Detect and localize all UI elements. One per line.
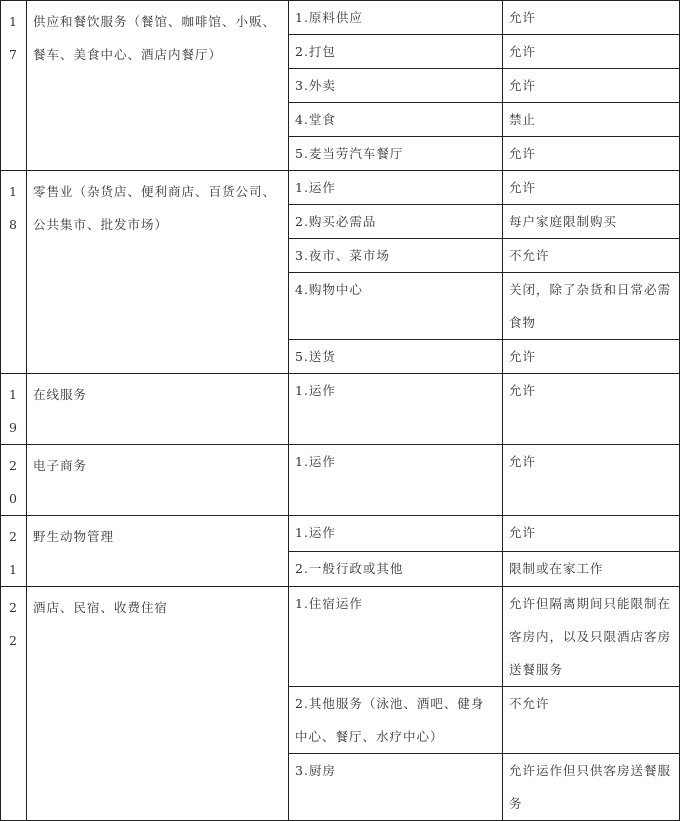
row-number-text: 18	[9, 184, 18, 232]
status-cell: 允许运作但只供客房送餐服务	[503, 754, 680, 821]
table-row	[1, 1, 680, 35]
status-cell: 允许	[503, 516, 680, 552]
activity-cell: 5.送货	[289, 340, 503, 374]
row-number	[1, 171, 27, 374]
status-cell: 不允许	[503, 239, 680, 273]
activity-cell: 3.外卖	[289, 69, 503, 103]
status-cell: 允许	[503, 374, 680, 445]
row-number-text: 22	[9, 600, 18, 648]
activity-cell: 2.购买必需品	[289, 205, 503, 239]
sector-cell: 酒店、民宿、收费住宿	[27, 587, 289, 821]
sector-cell: 电子商务	[27, 445, 289, 516]
activity-cell: 2.一般行政或其他	[289, 551, 503, 587]
row-number-text: 20	[9, 458, 18, 506]
table-row	[1, 587, 680, 687]
activity-cell: 3.厨房	[289, 754, 503, 821]
sector-cell: 野生动物管理	[27, 516, 289, 587]
sector-cell: 零售业（杂货店、便利商店、百货公司、公共集市、批发市场）	[27, 171, 289, 374]
table-row	[1, 374, 680, 445]
activity-cell: 1.运作	[289, 445, 503, 516]
status-cell: 允许	[503, 69, 680, 103]
row-number-text: 21	[9, 529, 18, 577]
status-cell: 不允许	[503, 687, 680, 754]
row-number	[1, 516, 27, 587]
activity-cell: 4.堂食	[289, 103, 503, 137]
table-row	[1, 516, 680, 552]
status-cell: 允许	[503, 137, 680, 171]
activity-cell: 1.运作	[289, 171, 503, 205]
activity-cell: 1.运作	[289, 374, 503, 445]
sector-cell: 供应和餐饮服务（餐馆、咖啡馆、小贩、餐车、美食中心、酒店内餐厅）	[27, 1, 289, 171]
status-cell: 关闭，除了杂货和日常必需食物	[503, 273, 680, 340]
activity-cell: 2.其他服务（泳池、酒吧、健身中心、餐厅、水疗中心）	[289, 687, 503, 754]
status-cell: 禁止	[503, 103, 680, 137]
activity-cell: 1.原料供应	[289, 1, 503, 35]
row-number	[1, 1, 27, 171]
status-cell: 允许	[503, 171, 680, 205]
activity-cell: 5.麦当劳汽车餐厅	[289, 137, 503, 171]
row-number-text: 17	[9, 14, 18, 62]
status-cell: 允许但隔离期间只能限制在客房内，以及只限酒店客房送餐服务	[503, 587, 680, 687]
status-cell: 允许	[503, 1, 680, 35]
sector-cell: 在线服务	[27, 374, 289, 445]
status-cell: 允许	[503, 340, 680, 374]
status-cell: 每户家庭限制购买	[503, 205, 680, 239]
activity-cell: 1.运作	[289, 516, 503, 552]
table-row	[1, 171, 680, 205]
row-number	[1, 587, 27, 821]
table-body	[1, 1, 680, 821]
status-cell: 限制或在家工作	[503, 551, 680, 587]
activity-cell: 1.住宿运作	[289, 587, 503, 687]
status-cell: 允许	[503, 445, 680, 516]
status-cell: 允许	[503, 35, 680, 69]
activity-cell: 4.购物中心	[289, 273, 503, 340]
table-row	[1, 445, 680, 516]
row-number	[1, 445, 27, 516]
activity-cell: 2.打包	[289, 35, 503, 69]
activity-cell: 3.夜市、菜市场	[289, 239, 503, 273]
row-number	[1, 374, 27, 445]
row-number-text: 19	[9, 387, 18, 435]
